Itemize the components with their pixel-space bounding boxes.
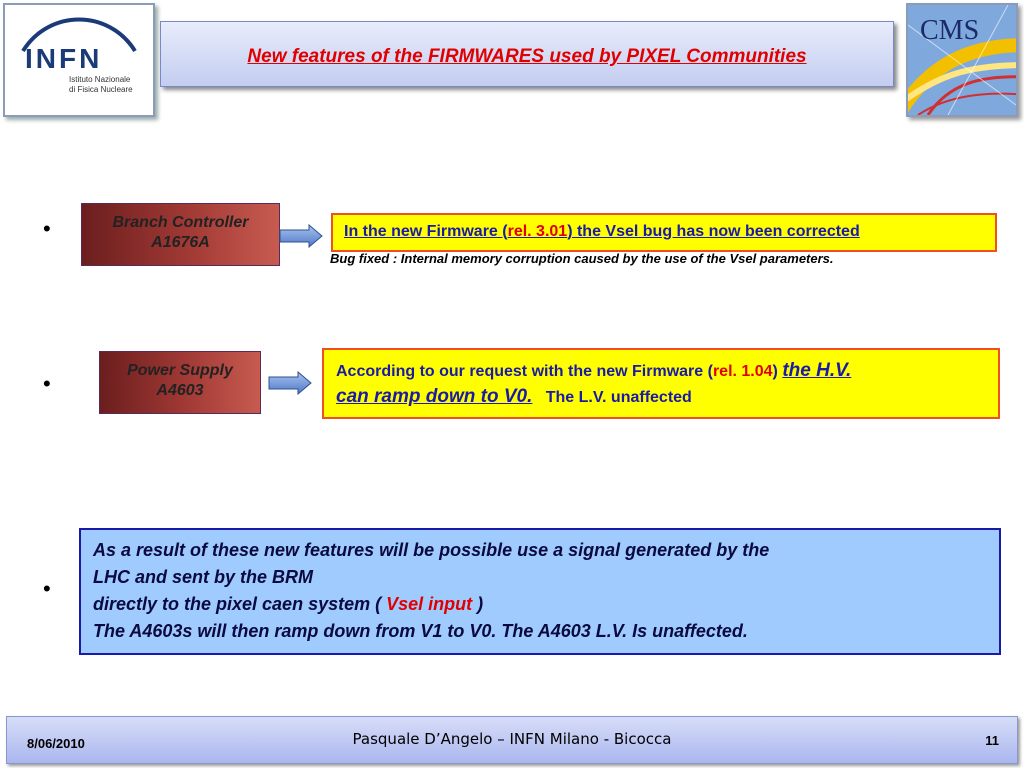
firmware-note-text-1: In the new Firmware (rel. 3.01) the Vsel bug has now been corrected (344, 223, 860, 240)
slide-title: New features of the FIRMWARES used by PIXEL Communities (247, 46, 807, 67)
infn-logo-text: INFN (25, 43, 103, 74)
result-line-1: As a result of these new features will be possible use a signal generated by the (93, 540, 770, 560)
device-name: Power Supply (127, 362, 233, 379)
device-model: A4603 (156, 382, 204, 399)
result-line-3: directly to the pixel caen system ( Vsel input ) (93, 594, 484, 614)
firmware-note-line-2: can ramp down to V0. The L.V. unaffected (336, 386, 692, 407)
result-box (79, 528, 1001, 655)
cms-logo (906, 3, 1018, 117)
firmware-note-line-1: According to our request with the new Firmware (rel. 1.04) the H.V. (336, 360, 852, 381)
slide-title-bar (160, 21, 894, 87)
bullet-3: • (43, 576, 51, 601)
bug-fixed-note: Bug fixed : Internal memory corruption caused by the use of the Vsel parameters. (330, 251, 834, 266)
result-line-4: The A4603s will then ramp down from V1 to V0. The A4603 L.V. Is unaffected. (93, 621, 748, 641)
device-box-branch-controller (81, 203, 280, 266)
device-box-power-supply (99, 351, 261, 414)
slide-footer (6, 716, 1018, 764)
right-arrow-icon (279, 224, 323, 248)
right-arrow-icon (268, 371, 312, 395)
cms-logo-text: CMS (920, 15, 980, 46)
footer-author: Pasquale D’Angelo – INFN Milano - Bicocca (352, 730, 672, 748)
device-model: A1676A (151, 234, 210, 251)
result-line-2: LHC and sent by the BRM (93, 567, 314, 587)
infn-logo-subtitle: Istituto Nazionale di Fisica Nucleare (69, 75, 133, 94)
device-name: Branch Controller (112, 214, 249, 231)
firmware-note-box-1 (331, 213, 997, 252)
firmware-note-box-2 (322, 348, 1000, 419)
page-number: 11 (985, 733, 999, 748)
infn-logo (3, 3, 155, 117)
bullet-1: • (43, 216, 51, 241)
bullet-2: • (43, 371, 51, 396)
footer-date: 8/06/2010 (27, 736, 85, 751)
